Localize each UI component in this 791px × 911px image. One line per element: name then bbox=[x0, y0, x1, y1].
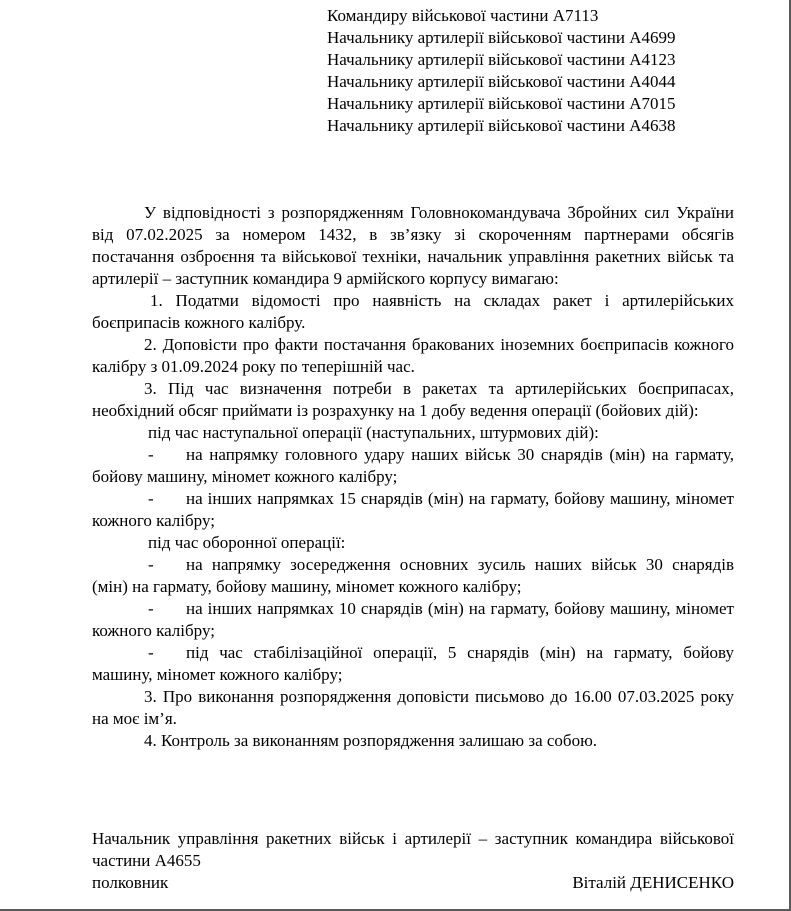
addressee-line: Начальнику артилерії військової частини А4699 bbox=[327, 28, 676, 47]
stabilization-item-text: під час стабілізаційної операції, 5 снарядів (мін) на гармату, бойову машину, міномет кожного калібру; bbox=[92, 643, 734, 684]
dash-marker: - bbox=[148, 599, 154, 618]
offensive-item-2 bbox=[92, 488, 734, 532]
dash-marker: - bbox=[148, 555, 154, 574]
offensive-item-2-text: на інших напрямках 15 снарядів (мін) на гармату, бойову машину, міномет кожного калібру; bbox=[92, 489, 734, 530]
defensive-item-1-text: на напрямку зосередження основних зусиль наших військ 30 снарядів (мін) на гармату, бойову машину, міномет кожного калібру; bbox=[92, 555, 734, 596]
item-4: 4. Контроль за виконанням розпорядження залишаю за собою. bbox=[144, 731, 598, 750]
addressee-line: Командиру військової частини А7113 bbox=[327, 6, 599, 25]
offensive-item-1-text: на напрямку головного удару наших військ 30 снарядів (мін) на гармату, бойову машину, міномет кожного калібру; bbox=[92, 445, 734, 486]
signatory-position: Начальник управління ракетних військ і артилерії – заступник командира військової частини А4655 bbox=[92, 829, 734, 870]
addressee-line: Начальнику артилерії військової частини А4638 bbox=[327, 116, 676, 135]
defensive-item-2-text: на інших напрямках 10 снарядів (мін) на гармату, бойову машину, міномет кожного калібру; bbox=[92, 599, 734, 640]
signature-block bbox=[92, 828, 734, 894]
stabilization-item bbox=[92, 642, 734, 686]
dash-marker: - bbox=[148, 489, 154, 508]
dash-marker: - bbox=[148, 445, 154, 464]
document-body bbox=[92, 202, 734, 752]
item-2: 2. Доповісти про факти постачання бракованих іноземних боєприпасів кожного калібру з 01.09.2024 року по теперішній час. bbox=[92, 335, 734, 376]
addressee-line: Начальнику артилерії військової частини А4044 bbox=[327, 72, 676, 91]
signatory-rank: полковник bbox=[92, 873, 169, 892]
addressee-line: Начальнику артилерії військової частини А7015 bbox=[327, 94, 676, 113]
defensive-heading: під час оборонної операції: bbox=[148, 533, 346, 552]
signatory-rank-row bbox=[92, 872, 734, 894]
intro-paragraph: У відповідності з розпорядженням Головнокомандувача Збройних сил України від 07.02.2025 за номером 1432, в зв’язку зі скороченням партнерами обсягів постачання озброєння та військової техніки, начальник управління ракетних військ та артилерії – заступник командира 9 армійского корпусу вимагаю: bbox=[92, 203, 734, 288]
defensive-item-2 bbox=[92, 598, 734, 642]
signatory-name: Віталій ДЕНИСЕНКО bbox=[572, 873, 734, 892]
defensive-item-1 bbox=[92, 554, 734, 598]
addressee-block bbox=[327, 5, 675, 137]
item-1: 1. Податми відомості про наявність на складах ракет і артилерійських боєприпасів кожного калібру. bbox=[92, 291, 734, 332]
offensive-item-1 bbox=[92, 444, 734, 488]
item-3-report: 3. Про виконання розпорядження доповісти письмово до 16.00 07.03.2025 року на моє ім’я. bbox=[92, 687, 734, 728]
item-3: 3. Під час визначення потреби в ракетах та артилерійських боєприпасах, необхідний обсяг приймати із розрахунку на 1 добу ведення операції (бойових дій): bbox=[92, 379, 734, 420]
dash-marker: - bbox=[148, 643, 154, 662]
addressee-line: Начальнику артилерії військової частини А4123 bbox=[327, 50, 676, 69]
offensive-heading: під час наступальної операції (наступальних, штурмових дій): bbox=[148, 423, 599, 442]
